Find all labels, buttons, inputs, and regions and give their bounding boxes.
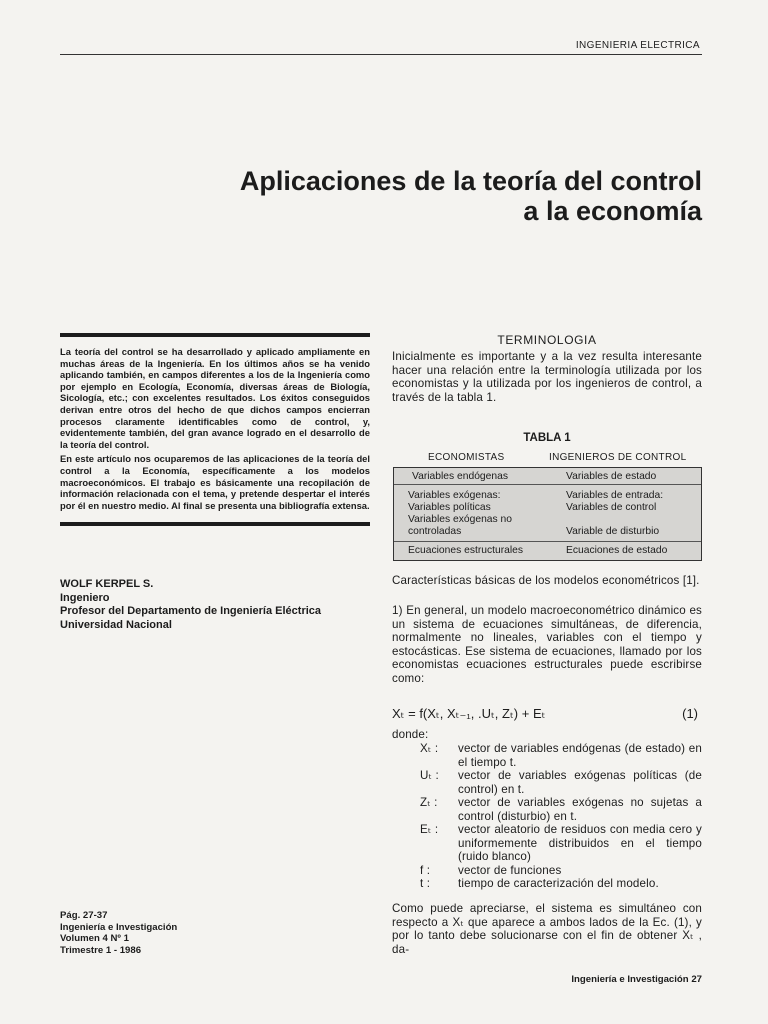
definition-symbol: Xₜ :	[420, 742, 439, 755]
terminology-table	[393, 467, 702, 561]
definition-symbol: t :	[420, 877, 431, 890]
definition-text: tiempo de caracterización del modelo.	[458, 877, 659, 890]
table-cell: Ecuaciones de estado	[566, 545, 668, 556]
author-name: WOLF KERPEL S.	[60, 578, 154, 590]
definition-item	[392, 796, 702, 823]
table-cell: Ecuaciones estructurales	[408, 545, 524, 556]
author-block	[60, 578, 370, 632]
caracteristicas-paragraph	[392, 574, 702, 588]
publication-period: Trimestre 1 - 1986	[60, 944, 142, 956]
definition-text: vector aleatorio de residuos con media cero y uniformemente distribuidos en el tiempo (ruido blanco)	[458, 823, 702, 863]
table-header-economistas: ECONOMISTAS	[428, 452, 505, 463]
author-role: Ingeniero	[60, 591, 110, 604]
definition-list	[392, 742, 702, 891]
table-column-headers	[392, 452, 702, 466]
equation-text: Xₜ = f(Xₜ, Xₜ₋₁, .Uₜ, Zₜ) + Eₜ	[392, 706, 546, 721]
abstract-box	[60, 333, 370, 526]
section-label: INGENIERIA ELECTRICA	[575, 40, 700, 51]
definition-item	[392, 864, 702, 878]
publication-info	[60, 910, 260, 956]
definition-symbol: Eₜ :	[420, 823, 439, 836]
publication-journal: Ingeniería e Investigación	[60, 921, 178, 933]
publication-pages: Pág. 27-37	[60, 910, 108, 921]
definition-item	[392, 742, 702, 769]
author-institution: Universidad Nacional	[60, 618, 172, 631]
closing-text: Como puede apreciarse, el sistema es simultáneo con respecto a Xₜ que aparece a ambos lados de la Ec. (1), y por lo tanto debe solucionarse con el fin de obtener Xₜ , da-	[392, 902, 702, 956]
title-line-1: Aplicaciones de la teoría del control	[239, 166, 702, 196]
definition-item	[392, 877, 702, 891]
table-cell: Variables exógenas:	[408, 490, 501, 501]
terminologia-intro	[392, 350, 702, 404]
closing-paragraph	[392, 902, 702, 956]
header-divider	[60, 54, 702, 55]
donde-text: donde:	[392, 728, 429, 741]
table-row-divider	[394, 541, 701, 542]
terminologia-intro-text: Inicialmente es importante y a la vez resulta interesante hacer una relación entre la terminología utilizada por los economistas y la utilizada por los ingenieros de control, a través de la tabla 1.	[392, 350, 702, 404]
abstract-paragraph-2: En este artículo nos ocuparemos de las aplicaciones de la teoría del control a la Economía, específicamente a los modelos macroeconómicos. El trabajo es básicamente una recopilación de información relacionada con el tema, y pretende despertar el interés por él en nuestro medio. Al final se presenta una bibliografía extensa.	[60, 453, 370, 511]
definition-symbol: Uₜ :	[420, 769, 439, 782]
title-line-2: a la economía	[523, 196, 702, 226]
definition-symbol: f :	[420, 863, 431, 877]
article-title	[142, 166, 702, 226]
abstract-paragraph-1: La teoría del control se ha desarrollado y aplicado ampliamente en muchas áreas de la Ingeniería. En los últimos años se ha venido aplicando también, en campos diferentes a los de la Ingeniería como por ejemplo en Ecología, Economía, diversas áreas de Biología, Sicología, etc.; con excelentes resultados. Los éxitos conseguidos derivan entre otros del hecho de que dichos campos encierran procesos claramente identificables como de control, y, evidentemente también, del gran avance logrado en el desarrollo de la teoría del control.	[60, 346, 370, 450]
table-header-control: INGENIEROS DE CONTROL	[549, 452, 687, 463]
table-cell: controladas	[408, 526, 462, 537]
table-cell: Variable de disturbio	[566, 526, 660, 537]
definition-text: vector de variables endógenas (de estado) en el tiempo t.	[458, 742, 702, 769]
caracteristicas-text: Características básicas de los modelos econométricos [1].	[392, 574, 700, 587]
table-cell: Variables políticas	[408, 502, 491, 513]
table-cell: Variables de control	[566, 502, 657, 513]
table-cell: Variables de entrada:	[566, 490, 664, 501]
section-heading-terminologia: TERMINOLOGIA	[497, 333, 597, 347]
table-cell: Variables exógenas no	[408, 514, 512, 525]
page-footer: Ingeniería e Investigación 27	[571, 974, 702, 985]
author-position: Profesor del Departamento de Ingeniería Eléctrica	[60, 605, 322, 617]
definition-item	[392, 769, 702, 796]
publication-volume: Volumen 4 Nº 1	[60, 933, 129, 944]
table-row-divider	[394, 484, 701, 485]
table-title: TABLA 1	[523, 432, 571, 444]
donde-label	[392, 728, 702, 742]
definition-text: vector de variables exógenas no sujetas a control (disturbio) en t.	[458, 796, 702, 823]
definition-text: vector de funciones	[458, 863, 562, 877]
item-1-paragraph	[392, 604, 702, 685]
definition-symbol: Zₜ :	[420, 796, 438, 809]
table-cell: Variables endógenas	[412, 471, 508, 482]
definition-item	[392, 823, 702, 864]
table-cell: Variables de estado	[566, 471, 657, 482]
equation-1	[392, 706, 702, 724]
equation-number: (1)	[682, 706, 698, 721]
item-1-text: 1) En general, un modelo macroeconométrico dinámico es un sistema de ecuaciones simultáneas, de diferencia, normalmente no lineales, variables con el tiempo y estocásticas. Ese sistema de ecuaciones, llamado por los economistas ecuaciones estructurales puede escribirse como:	[392, 604, 702, 685]
definition-text: vector de variables exógenas políticas (de control) en t.	[458, 769, 702, 796]
